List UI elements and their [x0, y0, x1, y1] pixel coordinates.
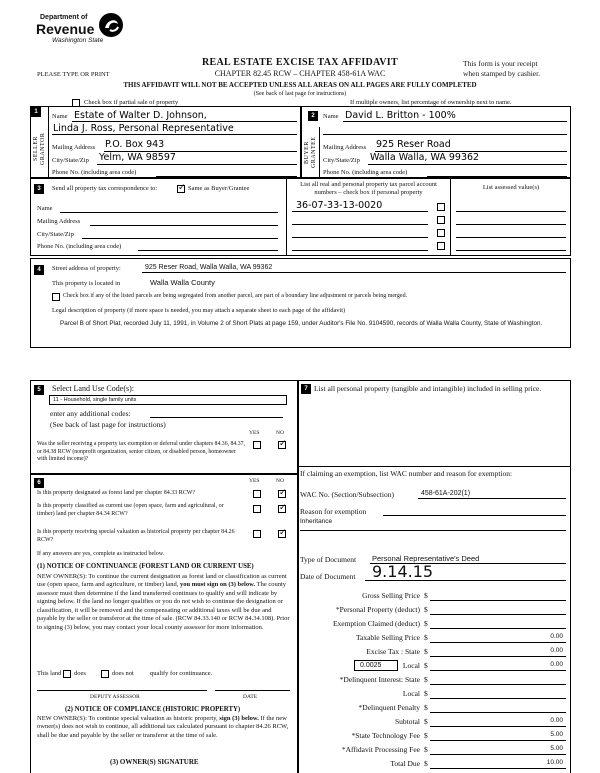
subtotal-dollar: $ — [424, 717, 428, 726]
forest-question-3: Is this property receiving special valuation as historical property per chapter 84.26 RCW? — [37, 529, 235, 543]
proc-fee-dollar: $ — [424, 745, 428, 754]
buyer-mailing-value[interactable]: 925 Reser Road — [376, 139, 451, 150]
land-use-select[interactable] — [49, 395, 287, 405]
buyer-name-value[interactable]: David L. Britton - 100% — [345, 110, 456, 121]
tech-fee-dollar: $ — [424, 731, 428, 740]
land-does-not-checkbox[interactable] — [101, 670, 109, 678]
wac-value[interactable]: 458-61A-202(1) — [421, 490, 471, 497]
buyer-phone-label: Phone No. (including area code) — [323, 169, 408, 176]
tech-fee-label: *State Technology Fee — [351, 731, 420, 740]
buyer-name-label: Name — [323, 113, 339, 120]
seller-phone-label: Phone No. (including area code) — [52, 169, 137, 176]
personal-property-label: List all personal property (tangible and intangible) included in selling price. — [314, 384, 542, 393]
seller-city-label: City/State/Zip — [52, 157, 89, 164]
wac-label: WAC No. (Section/Subsection) — [300, 490, 394, 499]
total-due-label: Total Due — [390, 759, 420, 768]
corr-phone-label: Phone No. (including area code) — [37, 243, 122, 250]
notice-continuance-body-b: The county assessor must then determine if the land transferred continues to qualify and will indicate by signing below. If the land no longer qualifies or you do not wish to continue the designation or classification, it will be removed and the compensating or additional taxes will be due and payable by the seller or transferor at the time of sale. (RCW 84.33.140 or RCW 84.34.108). Prior to signing (3) below, you may contact your local county assessor for more information. — [37, 581, 290, 631]
doc-date-label: Date of Document — [300, 572, 356, 581]
legal-description-value[interactable]: Parcel B of Short Plat, recorded July 11, 1991, in Volume 2 of Short Plats at page 159, under Auditor's File No. 9104590, records of Walla Walla County, State of Washington. — [60, 320, 543, 327]
personal-property-deduct-label: *Personal Property (deduct) — [335, 605, 420, 614]
excise-state-dollar: $ — [424, 647, 428, 656]
money-table — [298, 590, 571, 770]
notice-compliance-body — [37, 715, 292, 740]
parcel-3-personal-checkbox[interactable] — [437, 229, 445, 237]
taxable-selling-label: Taxable Selling Price — [355, 633, 420, 642]
notice-compliance-bold: sign (3) below. — [219, 715, 259, 722]
land-use-selected-value: 11 - Household, single family units — [53, 397, 137, 403]
land-does-not-label: does not — [112, 670, 134, 677]
forest-q2-no-checkbox[interactable] — [278, 505, 286, 513]
section-4-number: 4 — [34, 265, 44, 275]
seller-name-value[interactable]: Estate of Walter D. Johnson, — [74, 110, 207, 121]
local-rate-value: 0.0025 — [360, 662, 382, 669]
buyer-mailing-label: Mailing Address — [323, 144, 367, 151]
tech-fee-value[interactable]: 5.00 — [550, 731, 563, 738]
street-address-label: Street address of property: — [52, 265, 121, 272]
land-use-label: Select Land Use Code(s): — [52, 384, 134, 393]
land-does-checkbox[interactable] — [63, 670, 71, 678]
corr-city-label: City/State/Zip — [37, 231, 74, 238]
forest-no-header: NO — [276, 478, 284, 484]
subtotal-value[interactable]: 0.00 — [550, 717, 563, 724]
delinquent-interest-label: *Delinquent Interest: State — [339, 675, 420, 684]
forest-question-2: Is this property classified as current use (open space, farm and agricultural, or timber) land per chapter 84.34 RCW? — [37, 503, 224, 517]
forest-q1-yes-checkbox[interactable] — [253, 490, 261, 498]
section-3-number: 3 — [34, 184, 44, 194]
delinquent-local-label: Local — [402, 689, 420, 698]
reason-exemption-value[interactable]: Inheritance — [300, 518, 333, 525]
send-correspondence-label: Send all property tax correspondence to: — [52, 185, 158, 192]
parcel-header-1: List all real and personal property tax parcel account — [300, 181, 437, 188]
segregated-checkbox[interactable] — [52, 293, 60, 301]
forest-q3-no-checkbox[interactable] — [278, 530, 286, 538]
qualify-label: qualify for continuance. — [150, 670, 213, 677]
form-title: REAL ESTATE EXCISE TAX AFFIDAVIT — [202, 57, 398, 68]
delinq-penalty-dollar: $ — [424, 703, 428, 712]
assessed-value-header: List assessed value(s) — [482, 184, 540, 191]
forest-q1-no-checkbox[interactable] — [278, 490, 286, 498]
logo-line-3: Washington State — [52, 37, 104, 44]
taxable-dollar: $ — [424, 633, 428, 642]
parcel-2-personal-checkbox[interactable] — [437, 216, 445, 224]
notice-compliance-body-a: NEW OWNER(S): To continue special valuation as historic property, — [37, 715, 218, 722]
section-6-number: 6 — [34, 478, 44, 488]
parcel-4-personal-checkbox[interactable] — [437, 242, 445, 250]
seller-name-label: Name — [52, 113, 68, 120]
section-5-number: 5 — [34, 385, 44, 395]
additional-codes-label: enter any additional codes: — [50, 409, 131, 418]
local-label: Local — [402, 661, 420, 670]
parcel-header-2: numbers – check box if personal property — [314, 189, 423, 196]
receipt-note-1: This form is your receipt — [463, 59, 538, 68]
logo-swirl-icon — [98, 12, 124, 38]
same-as-buyer-label: Same as Buyer/Grantee — [188, 185, 250, 192]
local-rate-box[interactable] — [354, 660, 398, 671]
owner-signature-label: (3) OWNER(S) SIGNATURE — [110, 758, 199, 766]
land-use-no-header: NO — [276, 430, 284, 436]
deputy-assessor-label: DEPUTY ASSESSOR — [90, 694, 140, 700]
section-1-number: 1 — [31, 107, 41, 117]
notice-compliance-title: (2) NOTICE OF COMPLIANCE (HISTORIC PROPERTY) — [65, 706, 241, 713]
land-use-see-back: (See back of last page for instructions) — [50, 420, 166, 429]
exemption-no-checkbox[interactable] — [278, 441, 286, 449]
subtotal-label: Subtotal — [394, 717, 420, 726]
segregated-label: Check box if any of the listed parcels are being segregated from another parcel, are part of a boundary line adjustment or parcels being merged. — [63, 293, 408, 299]
doc-date-value[interactable]: 9.14.15 — [372, 562, 434, 581]
delinq-int-dollar: $ — [424, 675, 428, 684]
forest-q2-yes-checkbox[interactable] — [253, 505, 261, 513]
seller-mailing-value[interactable]: P.O. Box 943 — [105, 139, 165, 150]
multiple-owners-note: If multiple owners, list percentage of ownership next to name. — [350, 99, 512, 106]
seller-mailing-label: Mailing Address — [52, 144, 96, 151]
this-land-label: This land — [37, 670, 62, 677]
land-does-label: does — [74, 670, 86, 677]
seller-city-value[interactable]: Yelm, WA 98597 — [99, 152, 176, 163]
notice-compliance-body-b: If the new owner(s) does not wish to continue, all additional tax calculated pursuant to chapter 84.26 RCW, shall be due and payable by the seller or transferor at the time of sale. — [37, 715, 289, 739]
doc-type-label: Type of Document — [300, 555, 357, 564]
delinq-local-dollar: $ — [424, 689, 428, 698]
exemption-claim-label: If claiming an exemption, list WAC number and reason for exemption: — [300, 469, 513, 478]
processing-fee-label: *Affidavit Processing Fee — [341, 745, 420, 754]
exemption-dollar: $ — [424, 619, 428, 628]
located-in-value[interactable]: Walla Walla County — [150, 278, 215, 287]
street-address-value[interactable]: 925 Reser Road, Walla Walla, WA 99362 — [145, 264, 273, 271]
excise-state-label: Excise Tax : State — [366, 647, 420, 656]
local-dollar: $ — [424, 661, 428, 670]
forest-question-1: Is this property designated as forest land per chapter 84.33 RCW? — [37, 490, 196, 496]
personal-dollar: $ — [424, 605, 428, 614]
section-2-number: 2 — [308, 111, 318, 121]
total-dollar: $ — [424, 759, 428, 768]
section-7-number: 7 — [301, 384, 311, 394]
buyer-city-value[interactable]: Walla Walla, WA 99362 — [370, 152, 480, 163]
please-type-note: PLEASE TYPE OR PRINT — [37, 71, 110, 78]
gross-dollar: $ — [424, 591, 428, 600]
excise-state-value[interactable]: 0.00 — [550, 647, 563, 654]
gross-selling-label: Gross Selling Price — [362, 591, 420, 600]
corr-mailing-label: Mailing Address — [37, 218, 81, 225]
taxable-selling-value[interactable]: 0.00 — [550, 633, 563, 640]
total-due-value[interactable]: 10.00 — [546, 759, 563, 766]
logo-line-2: Revenue — [36, 21, 95, 37]
partial-sale-label: Check box if partial sale of property — [84, 99, 179, 106]
forest-q3-yes-checkbox[interactable] — [253, 530, 261, 538]
processing-fee-value[interactable]: 5.00 — [550, 745, 563, 752]
notice-continuance-body-a: NEW OWNER(S): To continue the current designation as forest land or classification as current use (open space, farm and agriculture, or timber) land, — [37, 573, 287, 589]
delinquent-penalty-label: *Delinquent Penalty — [358, 703, 420, 712]
notice-continuance-bold: you must sign on (3) below. — [179, 581, 256, 589]
land-use-yes-header: YES — [249, 430, 260, 436]
exemption-question: Was the seller receiving a property tax exemption or deferral under chapters 84.36, 84.37, or 84.38 RCW (nonprofit organization, senior citizen, or disabled person, homeowner with limited income)? — [37, 441, 245, 463]
agency-logo — [30, 10, 130, 70]
seller-name-value-2[interactable]: Linda J. Ross, Personal Representative — [53, 123, 234, 134]
forest-yes-header: YES — [249, 478, 260, 484]
local-value[interactable]: 0.00 — [550, 661, 563, 668]
same-as-buyer-checkbox[interactable] — [177, 185, 185, 193]
buyer-city-label: City/State/Zip — [323, 157, 360, 164]
notice-continuance-body — [37, 573, 292, 632]
if-yes-note: If any answers are yes, complete as instructed below. — [37, 551, 165, 557]
exemption-claimed-label: Exemption Claimed (deduct) — [332, 619, 420, 628]
buyer-grantee-side-label: BUYER GRANTEE — [304, 136, 317, 169]
parcel-number-value[interactable]: 36-07-33-13-0020 — [296, 200, 383, 211]
assessor-date-label: DATE — [243, 694, 258, 700]
legal-description-label: Legal description of property (if more space is needed, you may attach a separate sheet to each page of the affidavit) — [52, 307, 346, 314]
notice-continuance-title: (1) NOTICE OF CONTINUANCE (FOREST LAND OR CURRENT USE) — [37, 563, 254, 570]
seller-grantor-side-label: SELLER GRANTOR — [33, 132, 46, 165]
see-back-note: (See back of last page for instructions) — [253, 91, 347, 97]
logo-line-1: Department of — [40, 14, 88, 21]
receipt-note-2: when stamped by cashier. — [463, 69, 541, 78]
doc-type-value[interactable]: Personal Representative's Deed — [372, 554, 480, 563]
reason-exemption-label: Reason for exemption — [300, 507, 367, 516]
exemption-yes-checkbox[interactable] — [253, 441, 261, 449]
corr-name-label: Name — [37, 205, 53, 212]
parcel-1-personal-checkbox[interactable] — [437, 203, 445, 211]
form-subtitle: CHAPTER 82.45 RCW – CHAPTER 458-61A WAC — [214, 69, 386, 78]
warning-text: THIS AFFIDAVIT WILL NOT BE ACCEPTED UNLESS ALL AREAS ON ALL PAGES ARE FULLY COMPLETED — [123, 81, 477, 89]
located-in-label: This property is located in — [52, 280, 121, 287]
